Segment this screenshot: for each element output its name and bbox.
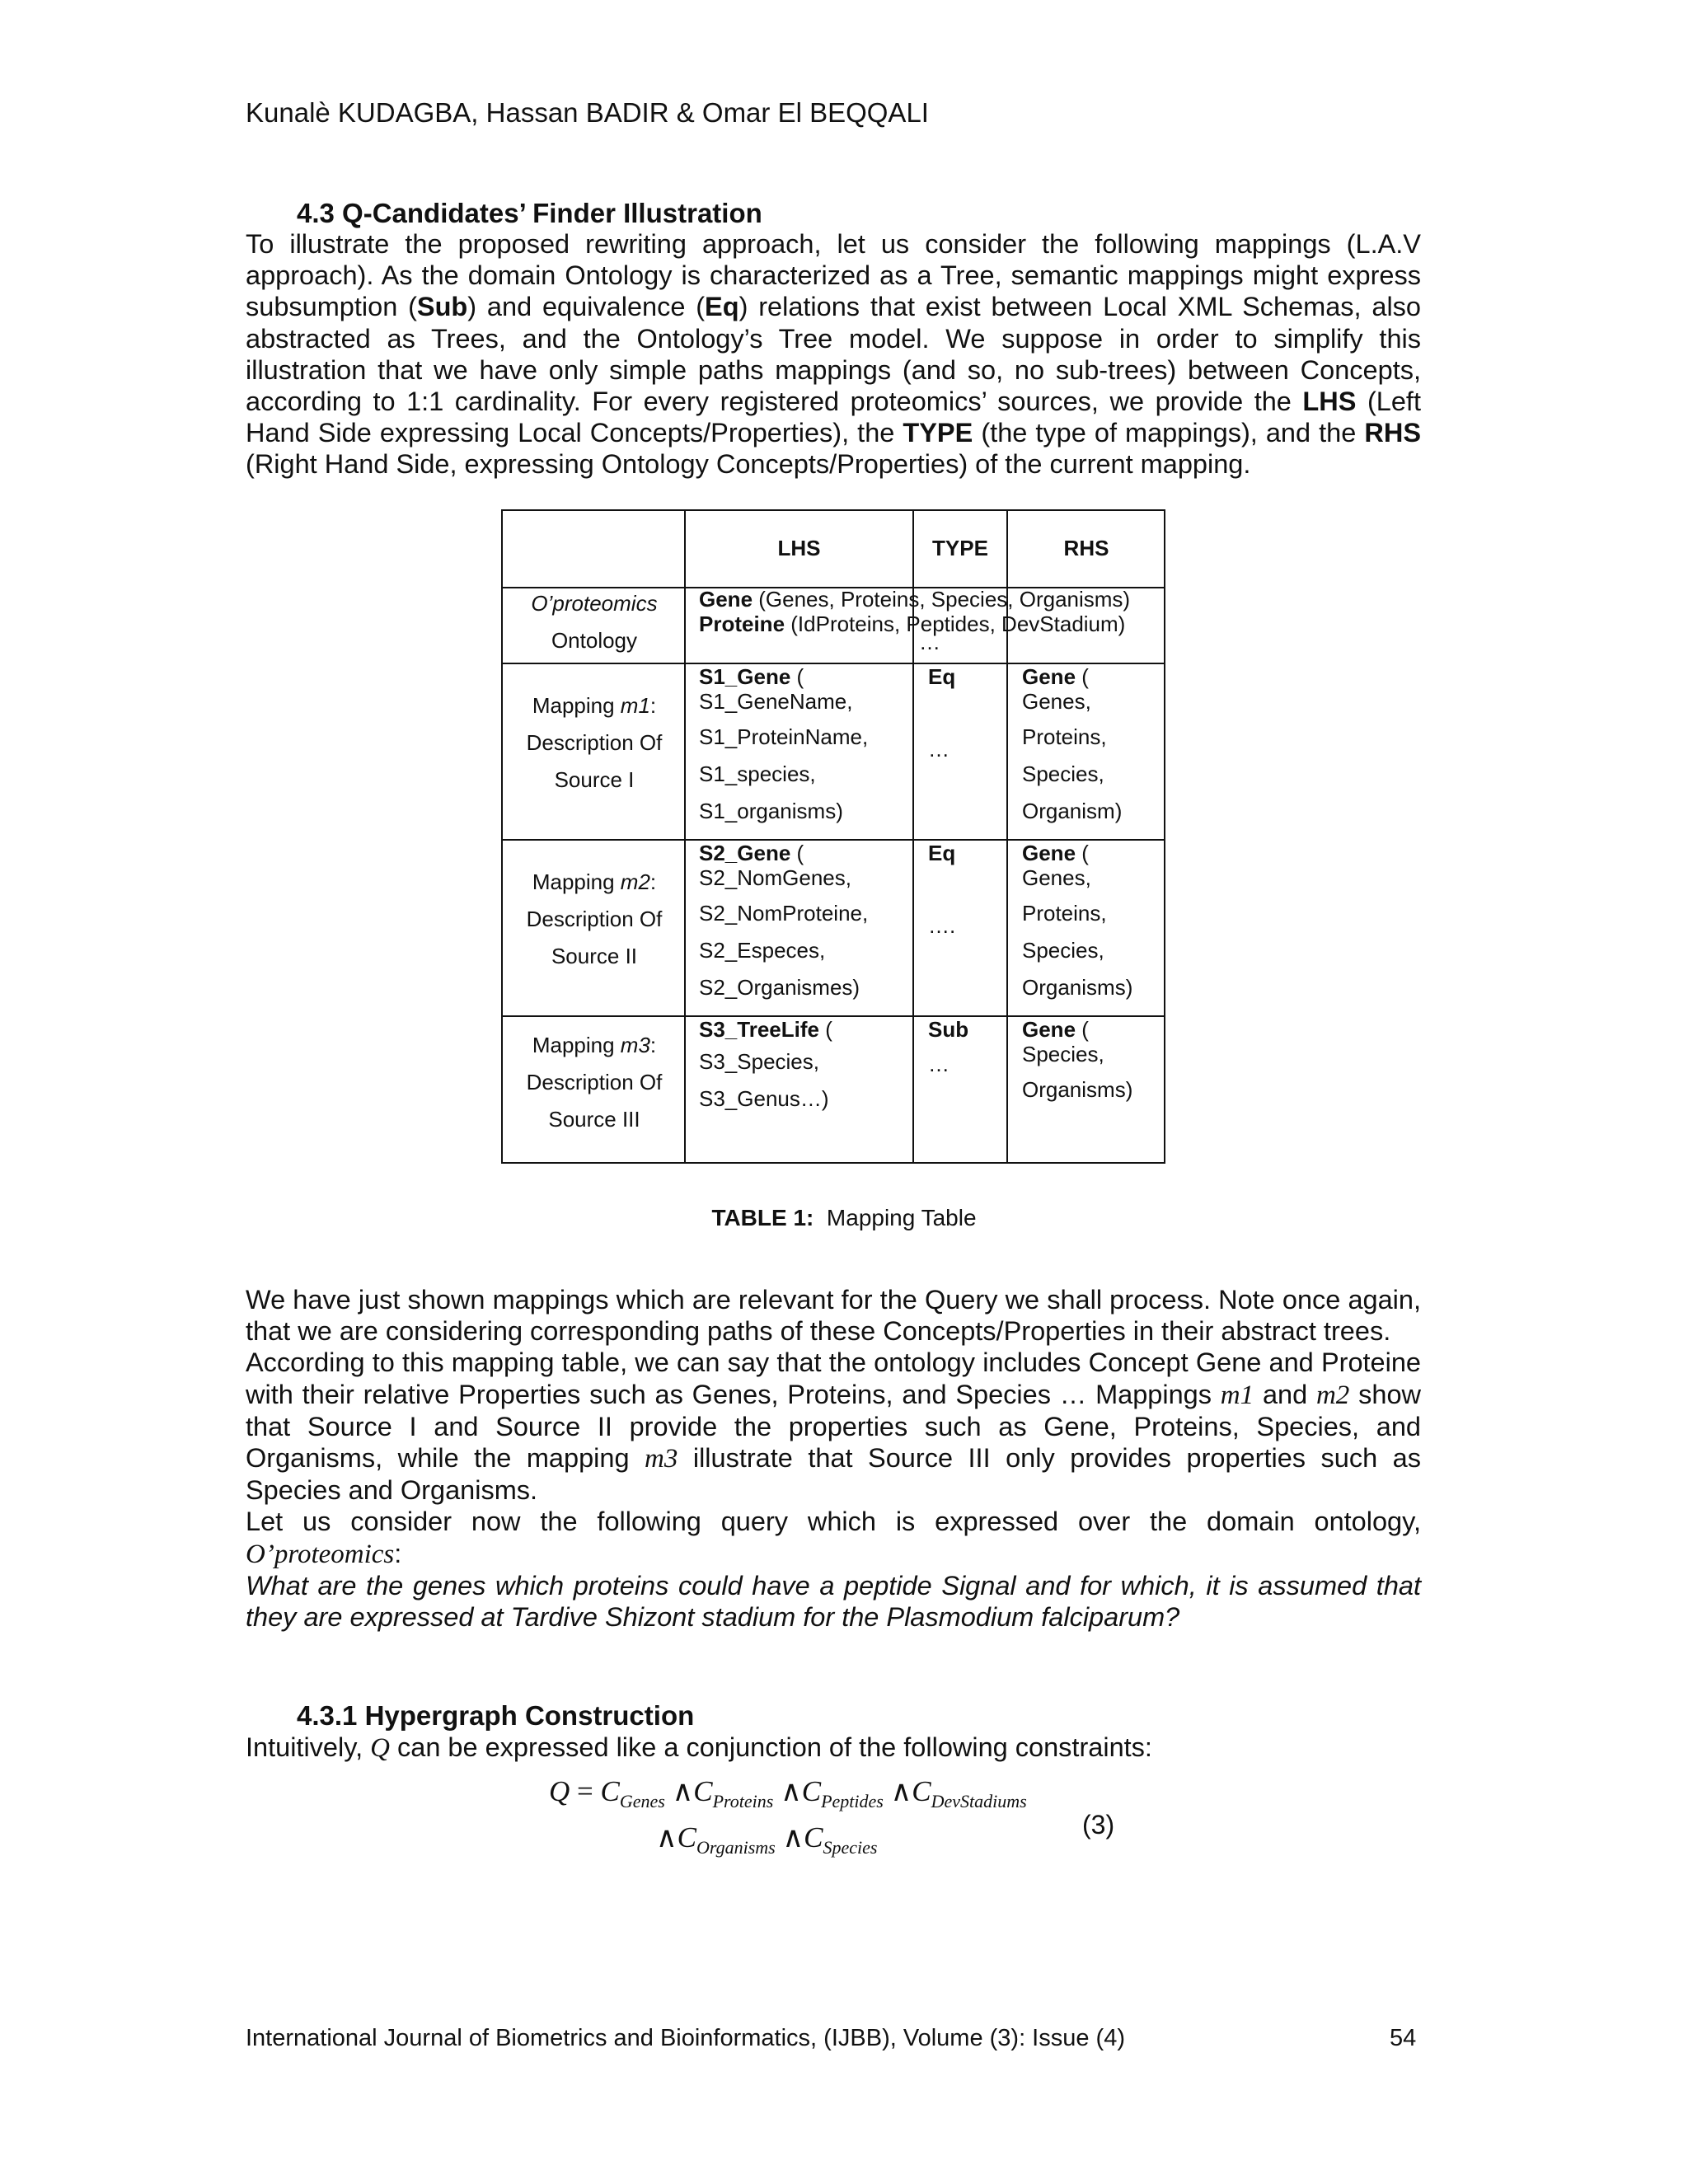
equation-line-1: $Q = C_{Genes}$ $\wedge C_{Proteins}$ $\wedge C_{Peptides}$ $\wedge C_{DevStadiums}$ — [549, 1775, 1027, 1811]
m2-rhs: Gene ( Genes, Proteins, Species, Organisms) — [1022, 841, 1133, 1000]
m3-type: Sub … — [928, 1017, 969, 1076]
m1-rhs: Gene ( Genes, Proteins, Species, Organism) — [1022, 664, 1123, 823]
equation-number: (3) — [1082, 1810, 1115, 1840]
m1-type: Eq … — [928, 664, 956, 762]
footer-journal: International Journal of Biometrics and Bioinformatics, (IJBB), Volume (3): Issue (4) — [246, 2025, 1125, 2051]
table-caption: TABLE 1: Mapping Table — [711, 1205, 977, 1230]
intro-paragraph: To illustrate the proposed rewriting approach, let us consider the following mappings (L.A.V approach). As the domain Ontology is characterized as a Tree, semantic mappings might express subsumption (Sub) and equivalence (Eq) relations that exist between Local XML Schemas, also abstracted as Trees, and the Ontology’s Tree model. We suppose in order to simplify this illustration that we have only simple paths mappings (and so, no sub-trees) between Concepts, according to 1:1 cardinality. For every registered proteomics’ sources, we provide the LHS (Left Hand Side expressing Local Concepts/Properties), the TYPE (the type of mappings), and the RHS (Right Hand Side, expressing Ontology Concepts/Properties) of the current mapping. — [246, 229, 1422, 480]
subsection-title: 4.3.1 Hypergraph Construction — [297, 1700, 695, 1731]
m2-type: Eq …. — [928, 841, 956, 938]
ontology-concepts: Gene (Genes, Proteins, Species, Organisms) Proteine (IdProteins, Peptides, DevStadium) … — [699, 587, 1131, 654]
header-lhs: LHS — [777, 536, 821, 560]
m3-rhs: Gene ( Species, Organisms) — [1022, 1017, 1133, 1102]
section-title: 4.3 Q-Candidates’ Finder Illustration — [297, 198, 762, 228]
discussion-paragraphs: We have just shown mappings which are relevant for the Query we shall process. Note once again, that we are considering corresponding paths of these Concepts/Properties in their abstract trees. According to this mapping table, we can say that the ontology includes Concept Gene and Proteine with their relative Properties such as Genes, Proteins, and Species … Mappings m1 and m2 show that Source I and Source II provide the properties such as Gene, Proteins, Species, and Organisms, while the mapping m3 illustrate that Source III only provides properties such as Species and Organisms. Let us consider now the following query which is expressed over the domain ontology, O’proteomics: What are the genes which proteins could have a peptide Signal and for which, it is assumed that they are expressed at Tardive Shizont stadium for the Plasmodium falciparum? — [246, 1285, 1421, 1633]
running-header: Kunalè KUDAGBA, Hassan BADIR & Omar El BEQQALI — [246, 97, 929, 128]
ontology-row-label: O’proteomics Ontology — [531, 591, 658, 653]
m1-row-label: Mapping m1: Description Of Source I — [526, 693, 663, 792]
page-number: 54 — [1390, 2025, 1417, 2051]
mapping-table — [501, 509, 1165, 1164]
m1-lhs: S1_Gene ( S1_GeneName, S1_ProteinName, S1_species, S1_organisms) — [699, 664, 869, 823]
m3-row-label: Mapping m3: Description Of Source III — [526, 1033, 663, 1132]
m2-row-label: Mapping m2: Description Of Source II — [526, 869, 663, 968]
subsection-intro: Intuitively, Q can be expressed like a conjunction of the following constraints: — [246, 1732, 1152, 1763]
equation-line-2: $\wedge C_{Organisms}$ $\wedge C_{Species}$ — [656, 1821, 878, 1858]
m2-lhs: S2_Gene ( S2_NomGenes, S2_NomProteine, S2_Especes, S2_Organismes) — [699, 841, 869, 1000]
header-rhs: RHS — [1063, 536, 1109, 560]
header-type: TYPE — [932, 536, 988, 560]
query-text: What are the genes which proteins could have a peptide Signal and for which, it is assumed that they are expressed at Tardive Shizont stadium for the Plasmodium falciparum? — [246, 1570, 1421, 1633]
m3-lhs: S3_TreeLife ( S3_Species, S3_Genus…) — [699, 1017, 832, 1111]
